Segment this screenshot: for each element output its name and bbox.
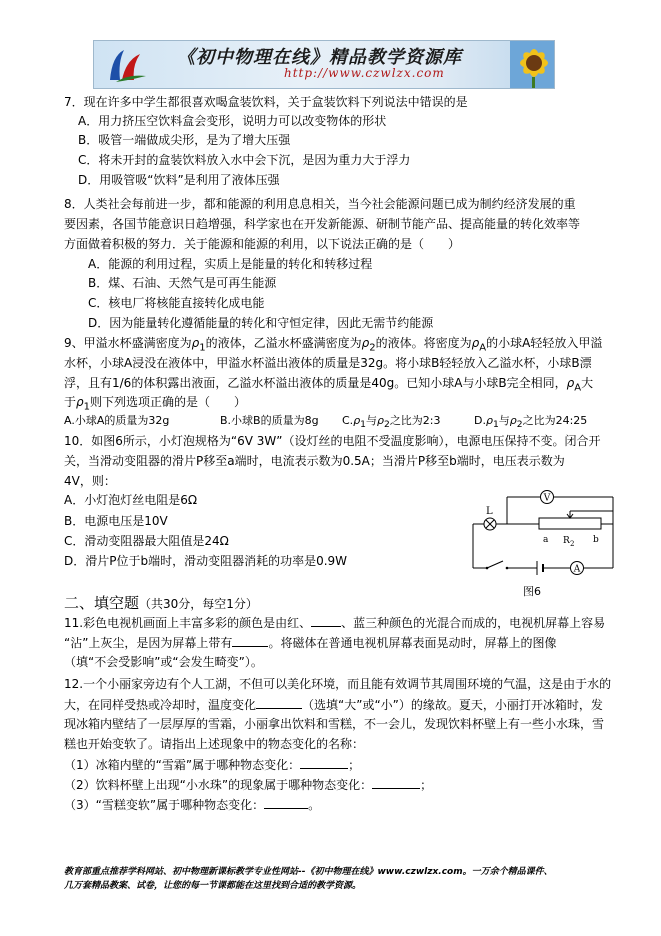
q12-line3: 现冰箱内壁结了一层厚厚的雪霜，小丽拿出饮料和雪糕，不一会儿，发现饮料杯壁上有一些小水珠，雪 <box>64 717 605 731</box>
q9-stem-line4: 于$\rho_1$则下列选项正确的是（ ） <box>64 395 247 413</box>
q7-option-b: B．吸管一端做成尖形，是为了增大压强 <box>78 133 291 147</box>
q8-option-b: B．煤、石油、天然气是可再生能源 <box>88 276 277 290</box>
q12-blank-1[interactable] <box>256 696 302 709</box>
q8-stem-line3: 方面做着积极的努力．关于能源和能源的利用，以下说法正确的是（ ） <box>64 237 461 251</box>
site-logo-icon <box>106 46 148 84</box>
q8-option-a: A．能源的利用过程，实质上是能量的转化和转移过程 <box>88 257 373 271</box>
q11-line1: 11.彩色电视机画面上丰富多彩的颜色是由红、 、蓝三种颜色的光混合而成的，电视机屏幕上容易 <box>64 616 606 630</box>
voltmeter-label: V <box>543 493 551 504</box>
figure-caption: 图6 <box>523 585 541 598</box>
terminal-b-label: b <box>593 535 599 545</box>
q12-sub2-blank[interactable] <box>372 776 420 789</box>
q12-sub3: （3）“雪糕变软”属于哪种物态变化： 。 <box>64 798 321 812</box>
q9-option-a: A.小球A的质量为32g <box>64 414 170 427</box>
q9-option-d: $D.\rho_1$与$\rho_2$之比为24:25 <box>474 414 588 431</box>
q12-sub1-blank[interactable] <box>300 756 348 769</box>
site-title: 《初中物理在线》精品教学资源库 <box>177 47 462 68</box>
q9-option-c: $C.\rho_1$与$\rho_2$之比为2:3 <box>342 414 441 431</box>
q8-stem-line1: 8．人类社会每前进一步，都和能源的利用息息相关，当今社会能源问题已成为制约经济发展的重 <box>64 197 576 211</box>
q11-blank-2[interactable] <box>232 634 268 647</box>
rheostat-label: R <box>563 536 570 546</box>
q11-line3: （填“不会受影响”或“会发生畸变”）。 <box>64 655 263 669</box>
q8-option-c: C．核电厂将核能直接转化成电能 <box>88 296 265 310</box>
q11-line2: “沾”上灰尘，是因为屏幕上带有 。将磁体在普通电视机屏幕表面晃动时，屏幕上的图像 <box>64 636 557 650</box>
q7-option-c: C．将未开封的盒装饮料放入水中会下沉，是因为重力大于浮力 <box>78 153 411 167</box>
battery-icon <box>537 561 543 575</box>
site-url[interactable]: http://www.czwlzx.com <box>284 66 445 80</box>
q11-blank-1[interactable] <box>311 614 341 627</box>
q12-sub1: （1）冰箱内壁的“雪霜”属于哪种物态变化： ； <box>64 758 361 772</box>
footer-line1: 教育部重点推荐学科网站、初中物理新课标教学专业性网站--《初中物理在线》www.czwlzx.com。一万余个精品课件、 <box>64 867 553 877</box>
q10-stem-line1: 10．如图6所示，小灯泡规格为“6V 3W”（设灯丝的电阻不受温度影响），电源电压保持不变。闭合开 <box>64 434 601 448</box>
terminal-a-label: a <box>543 535 549 545</box>
footer-line2: 几万套精品教案、试卷，让您的每一节课都能在这里找到合适的教学资源。 <box>64 881 362 891</box>
q12-line2: 大，在同样受热或冷却时，温度变化 （选填“大”或“小”）的缘故。夏天，小丽打开冰箱时，发 <box>64 698 603 712</box>
q7-stem: 7．现在许多中学生都很喜欢喝盒装饮料，关于盒装饮料下列说法中错误的是 <box>64 95 468 109</box>
q9-stem-line1: 9、甲溢水杯盛满密度为$\rho_1$的液体，乙溢水杯盛满密度为$\rho_2$的液体。将密度为$\rho_A$的小球A轻轻放入甲溢 <box>64 336 603 354</box>
q10-stem-line3: 4V，则： <box>64 474 116 488</box>
lamp-icon <box>484 518 496 530</box>
section2-heading: 二、填空题（共30分，每空1分） <box>64 594 258 612</box>
ammeter-icon <box>571 562 584 575</box>
circuit-drawing <box>467 489 622 584</box>
q8-stem-line2: 要因素，各国节能意识日趋增强，科学家也在开发新能源、研制节能产品、提高能量的转化效率等 <box>64 217 581 231</box>
q7-option-d: D．用吸管吸“饮料”是利用了液体压强 <box>78 173 280 187</box>
q9-stem-line3: 浮，且有1/6的体积露出液面，乙溢水杯溢出液体的质量是40g。已知小球A与小球B完全相同，$\rho_A$大 <box>64 376 594 394</box>
lamp-label: L <box>486 506 493 517</box>
q10-stem-line2: 关，当滑动变阻器的滑片P移至a端时，电流表示数为0.5A；当滑片P移至b端时，电压表示数为 <box>64 454 565 468</box>
q9-option-b: B.小球B的质量为8g <box>220 414 319 427</box>
q10-option-d: D．滑片P位于b端时，滑动变阻器消耗的功率是0.9W <box>64 554 348 568</box>
q12-line1: 12.一个小丽家旁边有个人工湖，不但可以美化环境，而且能有效调节其周围环境的气温，这是由于水的 <box>64 677 612 691</box>
header-banner <box>93 40 555 89</box>
q12-sub3-blank[interactable] <box>264 796 308 809</box>
q8-option-d: D．因为能量转化遵循能量的转化和守恒定律，因此无需节约能源 <box>88 316 434 330</box>
q10-option-c: C．滑动变阻器最大阻值是24Ω <box>64 534 229 548</box>
ammeter-label: A <box>573 564 581 575</box>
q10-option-b: B．电源电压是10V <box>64 514 168 528</box>
q12-sub2: （2）饮料杯壁上出现“小水珠”的现象属于哪种物态变化： ； <box>64 778 433 792</box>
q7-option-a: A．用力挤压空饮料盒会变形，说明力可以改变物体的形状 <box>78 114 387 128</box>
q9-stem-line2: 水杯，小球A浸没在液体中，甲溢水杯溢出液体的质量是32g。将小球B轻轻放入乙溢水杯，小球B漂 <box>64 356 592 370</box>
rheostat-subscript: 2 <box>570 540 575 548</box>
q10-option-a: A．小灯泡灯丝电阻是6Ω <box>64 493 198 507</box>
switch-icon <box>486 567 489 570</box>
voltmeter-icon <box>541 491 554 504</box>
q12-line4: 糕也开始变软了。请指出上述现象中的物态变化的名称： <box>64 737 365 751</box>
sunflower-icon <box>510 41 554 88</box>
